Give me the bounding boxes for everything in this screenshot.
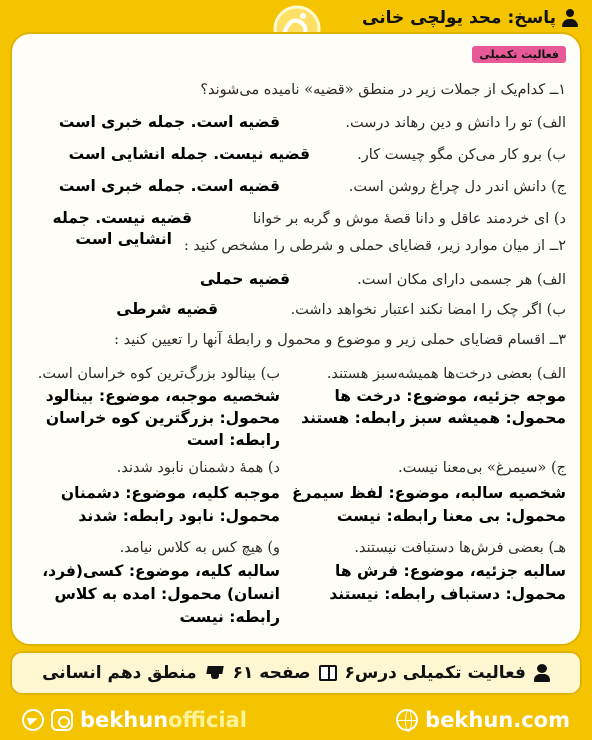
q1-item-b-text: ب) برو کار می‌کن مگو چیست کار.	[357, 147, 566, 163]
q2-question: ۲ــ از میان موارد زیر، قضایای حملی و شرطی را مشخص کنید :	[183, 238, 566, 254]
social-handle-accent: official	[168, 708, 247, 732]
q3-item-e-text: هـ) بعضی فرش‌ها دستبافت نیستند.	[354, 540, 566, 556]
q1-item-c-text: ج) دانش اندر دل چراغ روشن است.	[348, 179, 566, 195]
q3-item-e-answer-2: محمول: دستباف رابطه: نیستند	[329, 585, 566, 603]
q3-item-f-answer-2: انسان) محمول: امده به کلاس	[54, 585, 280, 603]
q1-item-a-answer: قضیه است. جمله خبری است	[58, 113, 280, 131]
q3-item-f-text: و) هیچ کس به کلاس نیامد.	[119, 540, 280, 556]
q1-item-d-text: د) ای خردمند عاقل و دانا قصهٔ موش و گربه بر خوانا	[252, 211, 566, 227]
q3-item-a-text: الف) بعضی درخت‌ها همیشه‌سبز هستند.	[326, 366, 566, 382]
banner-course: منطق دهم انسانی	[42, 663, 197, 683]
q1-item-b-answer: قضیه نیست. جمله انشایی است	[68, 145, 310, 163]
q3-item-f-answer-1: سالبه کلیه، موضوع: کسی(فرد،	[42, 562, 280, 580]
lesson-banner	[10, 651, 582, 695]
instagram-icon[interactable]	[51, 709, 73, 731]
q3-item-a-answer-2: محمول: همیشه سبز رابطه: هستند	[301, 409, 566, 427]
banner-activity: فعالیت تکمیلی درس۶	[344, 663, 526, 683]
q1-item-a-text: الف) تو را دانش و دین رهاند درست.	[345, 115, 566, 131]
q2-item-a-answer: قضیه حملی	[199, 270, 290, 288]
q3-item-e-answer-1: سالبه جزئیه، موضوع: فرش ها	[335, 562, 566, 580]
q3-item-b-answer-2: محمول: بزرگترین کوه خراسان	[45, 409, 280, 427]
website-link[interactable]	[396, 708, 570, 732]
web-icon	[396, 709, 418, 731]
social-link[interactable]	[22, 708, 247, 732]
student-icon	[534, 664, 550, 682]
social-handle-main: bekhun	[80, 708, 169, 732]
q3-item-f-answer-3: رابطه: نیست	[179, 608, 280, 626]
social-handle[interactable]	[80, 708, 247, 732]
book-icon	[319, 665, 337, 681]
q1-question: ۱ــ کدام‌یک از جملات زیر در منطق «قضیه» نامیده می‌شوند؟	[200, 82, 566, 98]
q3-item-d-answer-1: موجبه کلیه، موضوع: دشمنان	[60, 484, 280, 502]
q3-item-c-text: ج) «سیمرغ» بی‌معنا نیست.	[397, 460, 566, 476]
graduation-cap-icon	[205, 666, 225, 680]
q2-item-b-text: ب) اگر چک را امضا نکند اعتبار نخواهد داشت.	[290, 302, 566, 318]
q3-question: ۳ــ اقسام قضایای حملی زیر و موضوع و محمول و رابطهٔ آنها را تعیین کنید :	[114, 332, 566, 348]
person-icon	[562, 9, 578, 27]
q1-item-d-answer-2: انشایی است	[75, 230, 172, 248]
website-tld: .com	[513, 708, 570, 732]
section-badge: فعالیت تکمیلی	[472, 46, 566, 63]
answer-credit-text: پاسخ: محد یولچی خانی	[362, 8, 556, 28]
q3-item-b-answer-1: شخصیه موجبه، موضوع: بینالود	[45, 387, 280, 405]
footer	[0, 700, 592, 740]
q3-item-b-answer-3: رابطه: است	[186, 431, 280, 449]
website-main: bekhun	[425, 708, 514, 732]
q3-item-a-answer-1: موجه جزئیه، موضوع: درخت ها	[334, 387, 566, 405]
q2-item-b-answer: قضیه شرطی	[116, 300, 218, 318]
q3-item-b-text: ب) بینالود بزرگ‌ترین کوه خراسان است.	[37, 366, 280, 382]
q1-item-c-answer: قضیه است. جمله خبری است	[58, 177, 280, 195]
q3-item-c-answer-1: شخصیه سالبه، موضوع: لفظ سیمرغ	[291, 484, 566, 502]
q1-item-d-answer-1: قضیه نیست. جمله	[52, 209, 192, 227]
q3-item-d-answer-2: محمول: نابود رابطه: شدند	[78, 507, 280, 525]
website-url[interactable]	[425, 708, 570, 732]
q3-item-d-text: د) همهٔ دشمنان نابود شدند.	[116, 460, 280, 476]
content-card	[10, 32, 582, 646]
telegram-icon[interactable]	[22, 709, 44, 731]
banner-page: صفحه ۶۱	[232, 663, 311, 683]
q3-item-c-answer-2: محمول: بی معنا رابطه: نیست	[336, 507, 566, 525]
q2-item-a-text: الف) هر جسمی دارای مکان است.	[357, 272, 566, 288]
